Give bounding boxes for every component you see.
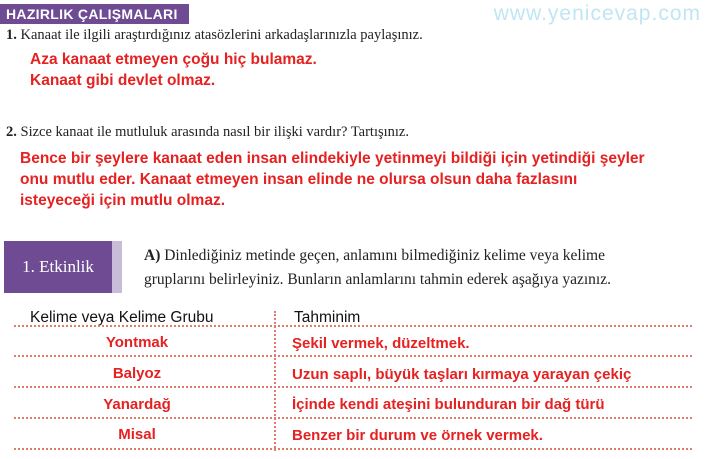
table-rule bbox=[14, 417, 692, 419]
column-header-guess: Tahminim bbox=[294, 309, 361, 326]
activity-instruction bbox=[144, 244, 704, 292]
question-1-answer-1: Aza kanaat etmeyen çoğu hiç bulamaz. bbox=[30, 51, 317, 68]
table-rule bbox=[14, 448, 692, 450]
question-2-answer-line-3: isteyeceği için mutlu olmaz. bbox=[20, 192, 226, 209]
table-cell-word: Yanardağ bbox=[103, 396, 171, 413]
question-2-answer-line-2: onu mutlu eder. Kanaat etmeyen insan elinde ne olursa olsun daha fazlasını bbox=[20, 171, 578, 188]
activity-letter: A) bbox=[144, 247, 161, 264]
table-cell-word: Yontmak bbox=[105, 334, 169, 351]
question-1-text: Kanaat ile ilgili araştırdığınız atasözlerini arkadaşlarınızla paylaşınız. bbox=[20, 27, 423, 43]
question-1-answer-2: Kanaat gibi devlet olmaz. bbox=[30, 72, 216, 89]
table-rule bbox=[14, 355, 692, 357]
column-header-word: Kelime veya Kelime Grubu bbox=[30, 309, 214, 326]
table-cell-word: Misal bbox=[118, 426, 156, 443]
section-title: HAZIRLIK ÇALIŞMALARI bbox=[0, 4, 189, 24]
question-2 bbox=[6, 123, 409, 141]
table-rule bbox=[14, 325, 692, 327]
table-column-divider bbox=[274, 311, 276, 451]
table-rule bbox=[14, 386, 692, 388]
question-1 bbox=[6, 26, 423, 44]
question-2-number: 2. bbox=[6, 124, 17, 140]
table-cell-guess: Şekil vermek, düzeltmek. bbox=[292, 335, 470, 352]
question-1-number: 1. bbox=[6, 27, 17, 43]
question-2-answer-line-1: Bence bir şeylere kanaat eden insan elindekiyle yetinmeyi bildiği için yetindiği şeyler bbox=[20, 150, 645, 167]
table-cell-word: Balyoz bbox=[112, 365, 162, 382]
watermark: www.yenicevap.com bbox=[493, 2, 701, 25]
table-cell-guess: Benzer bir durum ve örnek vermek. bbox=[292, 427, 543, 444]
activity-instruction-line-2: gruplarını belirleyiniz. Bunların anlamlarını tahmin ederek aşağıya yazınız. bbox=[144, 271, 611, 288]
activity-badge-fold bbox=[112, 241, 122, 293]
table-cell-guess: İçinde kendi ateşini bulunduran bir dağ türü bbox=[292, 396, 605, 413]
activity-instruction-line-1: Dinlediğiniz metinde geçen, anlamını bilmediğiniz kelime veya kelime bbox=[164, 247, 605, 264]
question-2-text: Sizce kanaat ile mutluluk arasında nasıl bir ilişki vardır? Tartışınız. bbox=[20, 124, 409, 140]
activity-badge: 1. Etkinlik bbox=[4, 241, 112, 293]
table-cell-guess: Uzun saplı, büyük taşları kırmaya yarayan çekiç bbox=[292, 366, 632, 383]
